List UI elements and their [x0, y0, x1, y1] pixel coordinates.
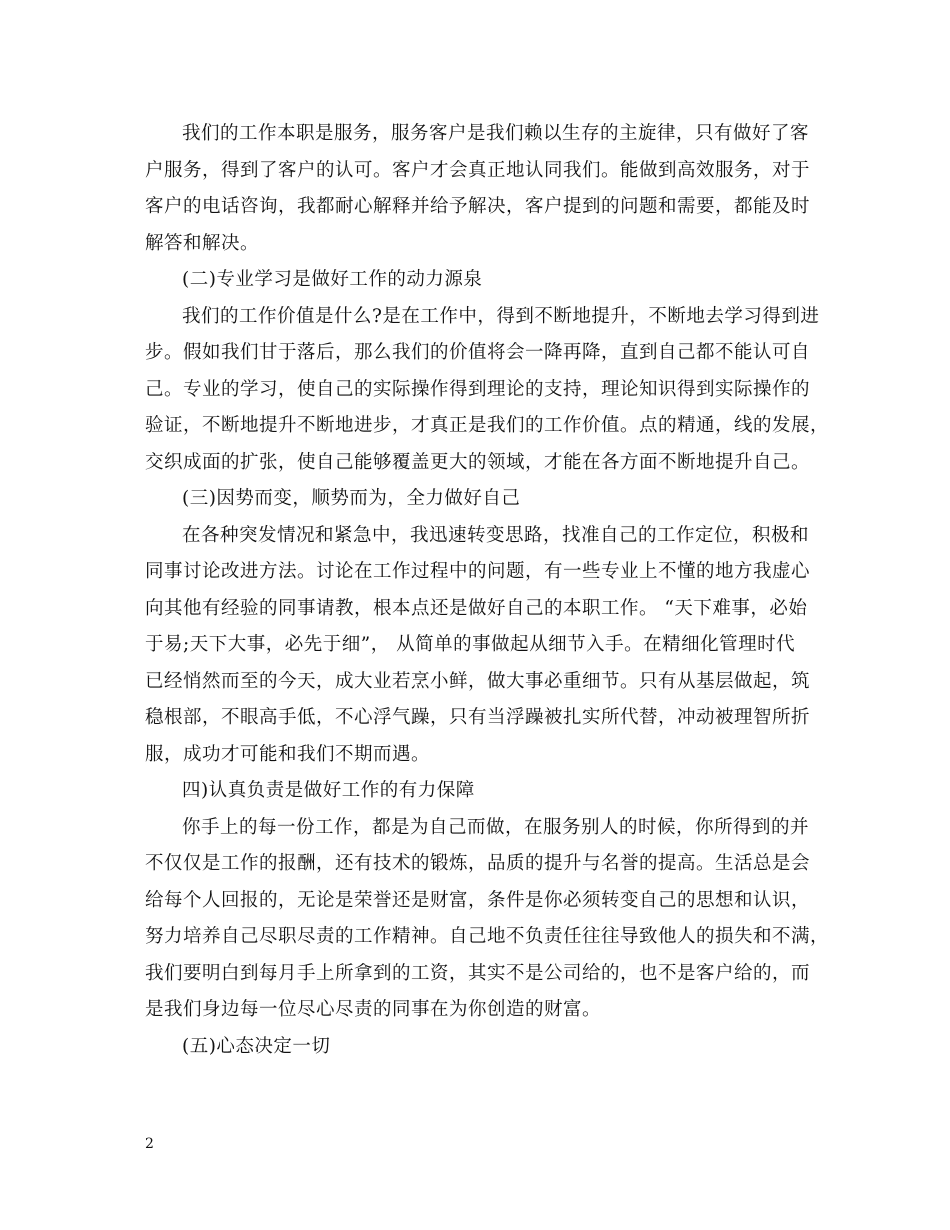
text-line: 我们的工作价值是什么?是在工作中，得到不断地提升，不断地去学习得到进 [182, 305, 820, 327]
text-line: 向其他有经验的同事请教，根本点还是做好自己的本职工作。 “天下难事，必始 [145, 597, 808, 619]
text-line: 努力培养自己尽职尽责的工作精神。自己地不负责任往往导致他人的损失和不满， [145, 926, 830, 947]
text-line: 稳根部，不眼高手低，不心浮气躁，只有当浮躁被扎实所代替，冲动被理智所折 [145, 707, 811, 728]
text-line: 在各种突发情况和紧急中，我迅速转变思路，找准自己的工作定位，积极和 [182, 524, 810, 546]
text-line: 不仅仅是工作的报酬，还有技术的锻炼，品质的提升与名誉的提高。生活总是会 [145, 853, 811, 874]
text-line: 客户的电话咨询，我都耐心解释并给予解决，客户提到的问题和需要，都能及时 [145, 196, 811, 217]
text-line: 验证，不断地提升不断地进步，才真正是我们的工作价值。点的精通，线的发展， [145, 415, 830, 436]
text-line: 给每个人回报的，无论是荣誉还是财富，条件是你必须转变自己的思想和认识， [145, 889, 811, 911]
document-body [145, 116, 830, 1065]
text-line: 已经悄然而至的今天，成大业若烹小鲜，做大事必重细节。只有从基层做起，筑 [145, 670, 811, 692]
text-line: 户服务，得到了客户的认可。客户才会真正地认同我们。能做到高效服务，对于 [145, 159, 811, 181]
text-line: 我们的工作本职是服务，服务客户是我们赖以生存的主旋律，只有做好了客 [182, 123, 810, 144]
text-line: 己。专业的学习，使自己的实际操作得到理论的支持，理论知识得到实际操作的 [145, 378, 811, 400]
text-line: 步。假如我们甘于落后，那么我们的价值将会一降再降，直到自己都不能认可自 [145, 342, 811, 363]
text-line: 我们要明白到每月手上所拿到的工资，其实不是公司给的，也不是客户给的，而 [145, 962, 811, 984]
text-line: 四)认真负责是做好工作的有力保障 [182, 780, 475, 801]
text-line: 同事讨论改进方法。讨论在工作过程中的问题，有一些专业上不懂的地方我虚心 [145, 561, 811, 582]
text-line: 交织成面的扩张，使自己能够覆盖更大的领域，才能在各方面不断地提升自己。 [145, 451, 811, 473]
text-line: 于易;天下大事，必先于细”， 从简单的事做起从细节入手。在精细化管理时代 [145, 634, 796, 655]
text-line: (五)心态决定一切 [182, 1035, 331, 1057]
page-number: 2 [145, 1136, 154, 1152]
text-line: 解答和解决。 [145, 232, 260, 254]
text-line: 是我们身边每一位尽心尽责的同事在为你创造的财富。 [145, 999, 602, 1020]
text-line: 服，成功才可能和我们不期而遇。 [145, 743, 431, 765]
text-line: (三)因势而变，顺势而为，全力做好自己 [182, 488, 521, 509]
text-line: (二)专业学习是做好工作的动力源泉 [182, 269, 483, 290]
text-line: 你手上的每一份工作，都是为自己而做，在服务别人的时候，你所得到的并 [182, 816, 810, 838]
